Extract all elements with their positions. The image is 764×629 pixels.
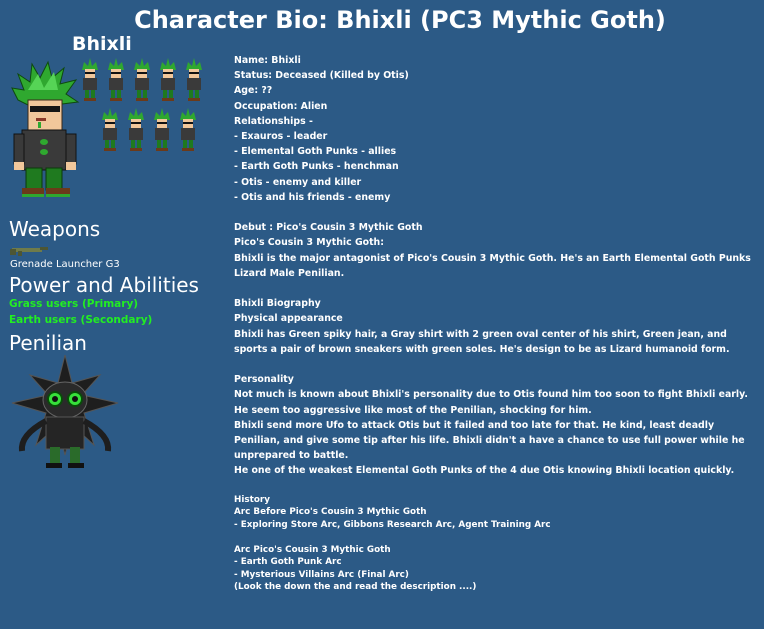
mini-sprite (152, 108, 172, 152)
weapons-heading: Weapons (9, 217, 101, 241)
bio-history-note: (Look the down the and read the description ....) (234, 582, 477, 593)
relationship-item: - Earth Goth Punks - henchman (234, 161, 399, 173)
power-primary: Grass users (Primary) (9, 298, 139, 310)
history-arc-item: - Earth Goth Punk Arc (234, 557, 342, 568)
mini-sprite (80, 58, 100, 102)
bio-personality-p2: Bhixli send more Ufo to attack Otis but it failed and too late for that. He kind, least deadly Penilian, and give some tip after his life. Bhixli didn't a have a chance to use full power while he unprepared to battle. (234, 419, 745, 462)
bio-debut-text: Bhixli is the major antagonist of Pico's Cousin 3 Mythic Goth. He's an Earth Elemental Goth Punks Lizard Male Penilian. (234, 252, 751, 279)
character-name: Bhixli (72, 33, 132, 55)
sprite-row-bottom (100, 108, 198, 152)
character-sprite (10, 60, 82, 200)
bio-appearance-text: Bhixli has Green spiky hair, a Gray shirt with 2 green oval center of his shirt, Green jean, and sports a pair of brown sneakers with green soles. He's design to be as Lizard humanoid form. (234, 328, 730, 355)
bio-age: Age: ?? (234, 85, 273, 97)
bio-history-arc1-heading: Arc Before Pico's Cousin 3 Mythic Goth (234, 507, 427, 518)
bio-name: Name: Bhixli (234, 55, 301, 66)
relationship-item: - Otis and his friends - enemy (234, 191, 391, 203)
bio-history-arc2-heading: Arc Pico's Cousin 3 Mythic Goth (234, 544, 391, 555)
bio-personality-p1: Not much is known about Bhixli's personality due to Otis found him too soon to fight Bhixli early. He seem too aggressive like most of the Penilian, shocking for him. (234, 389, 748, 416)
bio-biography-heading: Bhixli Biography (234, 298, 321, 310)
bio-occupation: Occupation: Alien (234, 100, 328, 112)
bio-debut-heading: Pico's Cousin 3 Mythic Goth: (234, 237, 384, 249)
mini-sprite (178, 108, 198, 152)
bio-relationships-label: Relationships - (234, 115, 313, 127)
grenade-launcher-icon (10, 245, 50, 257)
penilian-creature (10, 355, 120, 470)
bio-text (234, 53, 759, 594)
bio-history-arc1-items: - Exploring Store Arc, Gibbons Research Arc, Agent Training Arc (234, 520, 551, 531)
relationship-item: - Otis - enemy and killer (234, 176, 362, 188)
power-secondary: Earth users (Secondary) (9, 314, 153, 326)
mini-sprite (100, 108, 120, 152)
bio-status: Status: Deceased (Killed by Otis) (234, 70, 409, 82)
sprite-row-top (80, 58, 204, 102)
history-arc-item: - Mysterious Villains Arc (Final Arc) (234, 569, 409, 580)
mini-sprite (132, 58, 152, 102)
mini-sprite (158, 58, 178, 102)
relationship-item: - Elemental Goth Punks - allies (234, 146, 397, 158)
page-title: Character Bio: Bhixli (PC3 Mythic Goth) (134, 6, 666, 34)
bio-appearance-heading: Physical appearance (234, 313, 343, 325)
bio-history-heading: History (234, 494, 270, 505)
bio-personality-p3: He one of the weakest Elemental Goth Punks of the 4 due Otis knowing Bhixli location quickly. (234, 465, 735, 477)
relationship-item: - Exauros - leader (234, 131, 328, 143)
powers-heading: Power and Abilities (9, 273, 199, 297)
weapon-name: Grenade Launcher G3 (10, 259, 120, 270)
race-heading: Penilian (9, 331, 87, 355)
mini-sprite (126, 108, 146, 152)
mini-sprite (106, 58, 126, 102)
bio-personality-heading: Personality (234, 374, 294, 386)
bio-debut: Debut : Pico's Cousin 3 Mythic Goth (234, 222, 423, 234)
mini-sprite (184, 58, 204, 102)
